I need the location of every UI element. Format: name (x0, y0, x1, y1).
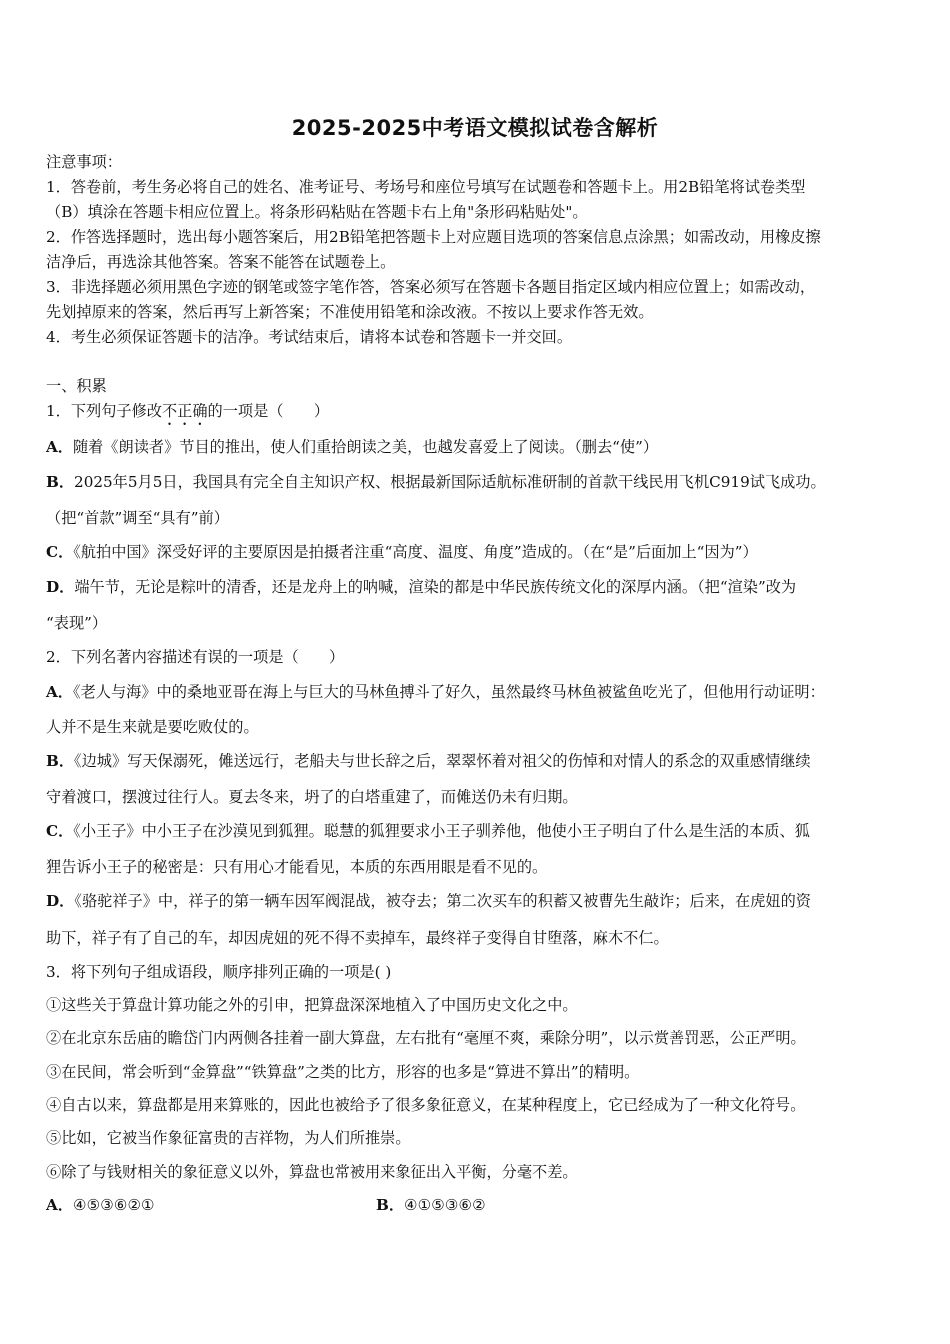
notice-item: （B）填涂在答题卡相应位置上。将条形码粘贴在答题卡右上角"条形码粘贴处"。 (46, 203, 588, 221)
question-3-stem: 3．将下列句子组成语段，顺序排列正确的一项是( ) (46, 963, 392, 981)
option-text: ④①⑤③⑥② (404, 1196, 486, 1214)
notice-item: 3．非选择题必须用黑色字迹的钢笔或签字笔作答，答案必须写在答题卡各题目指定区域内相应位置上；如需改动， (46, 278, 816, 296)
notice-item: 洁净后，再选涂其他答案。答案不能答在试题卷上。 (46, 253, 396, 271)
q1-option-a (46, 437, 658, 457)
option-text: 《小王子》中小王子在沙漠见到狐狸。聪慧的狐狸要求小王子驯养他，他使小王子明白了什么是生活的本质、狐 (73, 822, 810, 840)
option-label: C． (46, 543, 74, 561)
q2-option-c (46, 821, 810, 841)
q2-option-b (46, 751, 811, 771)
q1-stem-pre: 1．下列句子修改 (46, 402, 162, 420)
q1-option-c (46, 542, 758, 562)
notice-item: 1．答卷前，考生务必将自己的姓名、准考证号、考场号和座位号填写在试题卷和答题卡上。用2B铅笔将试卷类型 (46, 178, 806, 196)
q2-option-b-cont: 守着渡口，摆渡过往行人。夏去冬来，坍了的白塔重建了，而傩送仍未有归期。 (46, 788, 578, 806)
q1-option-b (46, 472, 826, 492)
q1-option-d-cont: “表现”） (46, 614, 108, 632)
page-title: 2025-2025中考语文模拟试卷含解析 (291, 116, 659, 140)
option-label: B． (46, 473, 75, 491)
option-label: A． (46, 438, 73, 456)
option-label: C． (46, 822, 74, 840)
q3-option-b (376, 1195, 486, 1215)
q1-stem-post: 的一项是（ ） (207, 402, 330, 420)
option-text: 2025年5月5日，我国具有完全自主知识产权、根据最新国际适航标准研制的首款干线民用飞机C919试飞成功。 (74, 473, 826, 491)
q3-sentence: ⑥除了与钱财相关的象征意义以外，算盘也常被用来象征出入平衡，分毫不差。 (46, 1163, 578, 1181)
option-label: A． (46, 683, 73, 701)
option-text: 《骆驼祥子》中，祥子的第一辆车因军阀混战，被夺去；第二次买车的积蓄又被曹先生敲诈；后来，在虎妞的资 (74, 892, 811, 910)
option-text: 《边城》写天保溺死，傩送远行，老船夫与世长辞之后，翠翠怀着对祖父的伤悼和对情人的系念的双重感情继续 (74, 752, 811, 770)
option-label: B． (376, 1196, 405, 1214)
q1-option-b-cont: （把“首款”调至“具有”前） (46, 509, 229, 527)
option-text: 《老人与海》中的桑地亚哥在海上与巨大的马林鱼搏斗了好久，虽然最终马林鱼被鲨鱼吃光了，但他用行动证明： (72, 683, 825, 701)
q3-sentence: ⑤比如，它被当作象征富贵的吉祥物，为人们所推崇。 (46, 1129, 411, 1147)
option-label: D． (46, 892, 75, 910)
q3-sentence: ③在民间，常会听到“金算盘”“铁算盘”之类的比方，形容的也多是“算进不算出”的精明。 (46, 1063, 640, 1081)
q2-option-d (46, 891, 811, 911)
q3-sentence: ①这些关于算盘计算功能之外的引申，把算盘深深地植入了中国历史文化之中。 (46, 996, 578, 1014)
q2-option-a (46, 682, 825, 702)
option-text: 随着《朗读者》节目的推出，使人们重拾朗读之美，也越发喜爱上了阅读。（删去“使”） (72, 438, 659, 456)
option-text: ④⑤③⑥②① (72, 1196, 155, 1214)
option-label: A． (46, 1196, 73, 1214)
option-label: D． (46, 578, 75, 596)
section-heading: 一、积累 (46, 377, 107, 395)
q3-sentence: ④自古以来，算盘都是用来算账的，因此也被给予了很多象征意义，在某种程度上，它已经成为了一种文化符号。 (46, 1096, 806, 1114)
notice-item: 2．作答选择题时，选出每小题答案后，用2B铅笔把答题卡上对应题目选项的答案信息点涂黑；如需改动，用橡皮擦 (46, 228, 821, 246)
notice-item: 先划掉原来的答案，然后再写上新答案；不准使用铅笔和涂改液。不按以上要求作答无效。 (46, 303, 654, 321)
notice-heading: 注意事项： (46, 153, 122, 171)
option-text: 端午节，无论是粽叶的清香，还是龙舟上的呐喊，渲染的都是中华民族传统文化的深厚内涵。（把“渲染”改为 (74, 578, 797, 596)
q1-option-d (46, 577, 796, 597)
q2-option-a-cont: 人并不是生来就是要吃败仗的。 (46, 718, 259, 736)
question-2-stem: 2．下列名著内容描述有误的一项是（ ） (46, 648, 345, 666)
q1-stem-emphasis: 不正确 (161, 402, 208, 420)
notice-item: 4．考生必须保证答题卡的洁净。考试结束后，请将本试卷和答题卡一并交回。 (46, 328, 573, 346)
q3-option-a (46, 1195, 155, 1215)
option-label: B． (46, 752, 75, 770)
q2-option-c-cont: 狸告诉小王子的秘密是：只有用心才能看见，本质的东西用眼是看不见的。 (46, 858, 548, 876)
q3-sentence: ②在北京东岳庙的瞻岱门内两侧各挂着一副大算盘，左右批有“毫厘不爽，乘除分明”，以示赏善罚恶，公正严明。 (46, 1029, 806, 1047)
question-1-stem (46, 401, 329, 429)
option-text: 《航拍中国》深受好评的主要原因是拍摄者注重“高度、温度、角度”造成的。（在“是”后面加上“因为”） (73, 543, 758, 561)
q2-option-d-cont: 助下，祥子有了自己的车，却因虎妞的死不得不卖掉车，最终祥子变得自甘堕落，麻木不仁。 (46, 929, 669, 947)
